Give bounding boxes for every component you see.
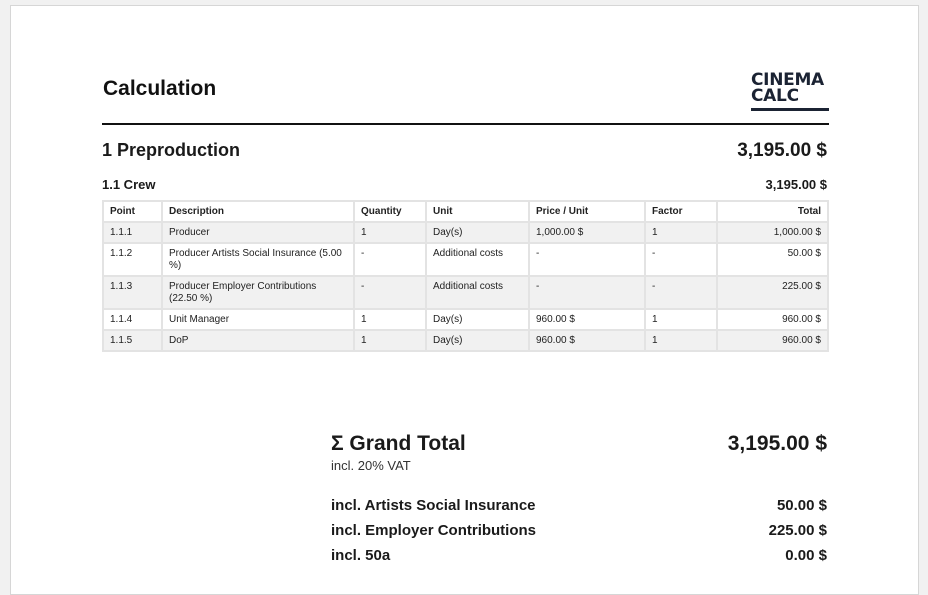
header-price: Price / Unit — [529, 201, 645, 222]
cell-total: 960.00 $ — [717, 330, 828, 351]
section-total: 3,195.00 $ — [737, 140, 827, 161]
cell-price: 1,000.00 $ — [529, 222, 645, 243]
page-title: Calculation — [103, 77, 217, 100]
cell-price: - — [529, 243, 645, 276]
summary-line-value: 50.00 $ — [776, 497, 827, 514]
table-row — [103, 222, 828, 243]
vat-note: incl. 20% VAT — [331, 458, 411, 473]
cell-factor: 1 — [645, 309, 717, 330]
cell-factor: - — [645, 243, 717, 276]
cell-factor: 1 — [645, 330, 717, 351]
cell-total: 960.00 $ — [717, 309, 828, 330]
header-factor: Factor — [645, 201, 717, 222]
cell-unit: Day(s) — [426, 222, 529, 243]
cell-point: 1.1.2 — [103, 243, 162, 276]
subsection-total: 3,195.00 $ — [765, 177, 827, 192]
cell-total: 50.00 $ — [717, 243, 828, 276]
cinema-calc-logo: CINEMA CALC — [751, 72, 829, 110]
cell-quantity: 1 — [354, 222, 426, 243]
summary-line-label: incl. 50a — [331, 547, 391, 564]
summary-line-label: incl. Employer Contributions — [331, 522, 537, 539]
section-title: 1 Preproduction — [102, 140, 241, 160]
header-quantity: Quantity — [354, 201, 426, 222]
header-divider — [102, 123, 829, 125]
grand-total-value: 3,195.00 $ — [727, 432, 827, 455]
summary-line-label: incl. Artists Social Insurance — [331, 497, 536, 514]
header-description: Description — [162, 201, 354, 222]
cell-total: 1,000.00 $ — [717, 222, 828, 243]
cell-unit: Day(s) — [426, 330, 529, 351]
table-header-row — [103, 201, 828, 222]
cell-quantity: 1 — [354, 330, 426, 351]
cell-unit: Additional costs — [426, 243, 529, 276]
crew-table — [102, 200, 829, 352]
header-point: Point — [103, 201, 162, 222]
summary-line-value: 225.00 $ — [768, 522, 827, 539]
cell-point: 1.1.1 — [103, 222, 162, 243]
cell-unit: Day(s) — [426, 309, 529, 330]
grand-total-label: Σ Grand Total — [331, 432, 466, 455]
header-total: Total — [717, 201, 828, 222]
header-unit: Unit — [426, 201, 529, 222]
cell-price: 960.00 $ — [529, 330, 645, 351]
cell-point: 1.1.4 — [103, 309, 162, 330]
table-row — [103, 330, 828, 351]
cell-price: 960.00 $ — [529, 309, 645, 330]
cell-description: Unit Manager — [162, 309, 354, 330]
cell-quantity: - — [354, 243, 426, 276]
table-row — [103, 243, 828, 276]
cell-point: 1.1.5 — [103, 330, 162, 351]
cell-quantity: 1 — [354, 309, 426, 330]
cell-quantity: - — [354, 276, 426, 309]
cell-description: Producer Artists Social Insurance (5.00 %) — [162, 243, 354, 276]
cell-total: 225.00 $ — [717, 276, 828, 309]
cell-description: Producer — [162, 222, 354, 243]
cell-point: 1.1.3 — [103, 276, 162, 309]
cell-factor: 1 — [645, 222, 717, 243]
cell-description: DoP — [162, 330, 354, 351]
cell-factor: - — [645, 276, 717, 309]
summary-line-value: 0.00 $ — [785, 547, 827, 564]
document-page — [10, 5, 919, 595]
cell-unit: Additional costs — [426, 276, 529, 309]
cell-description: Producer Employer Contributions (22.50 %) — [162, 276, 354, 309]
subsection-title: 1.1 Crew — [102, 177, 156, 192]
table-row — [103, 276, 828, 309]
table-row — [103, 309, 828, 330]
cell-price: - — [529, 276, 645, 309]
